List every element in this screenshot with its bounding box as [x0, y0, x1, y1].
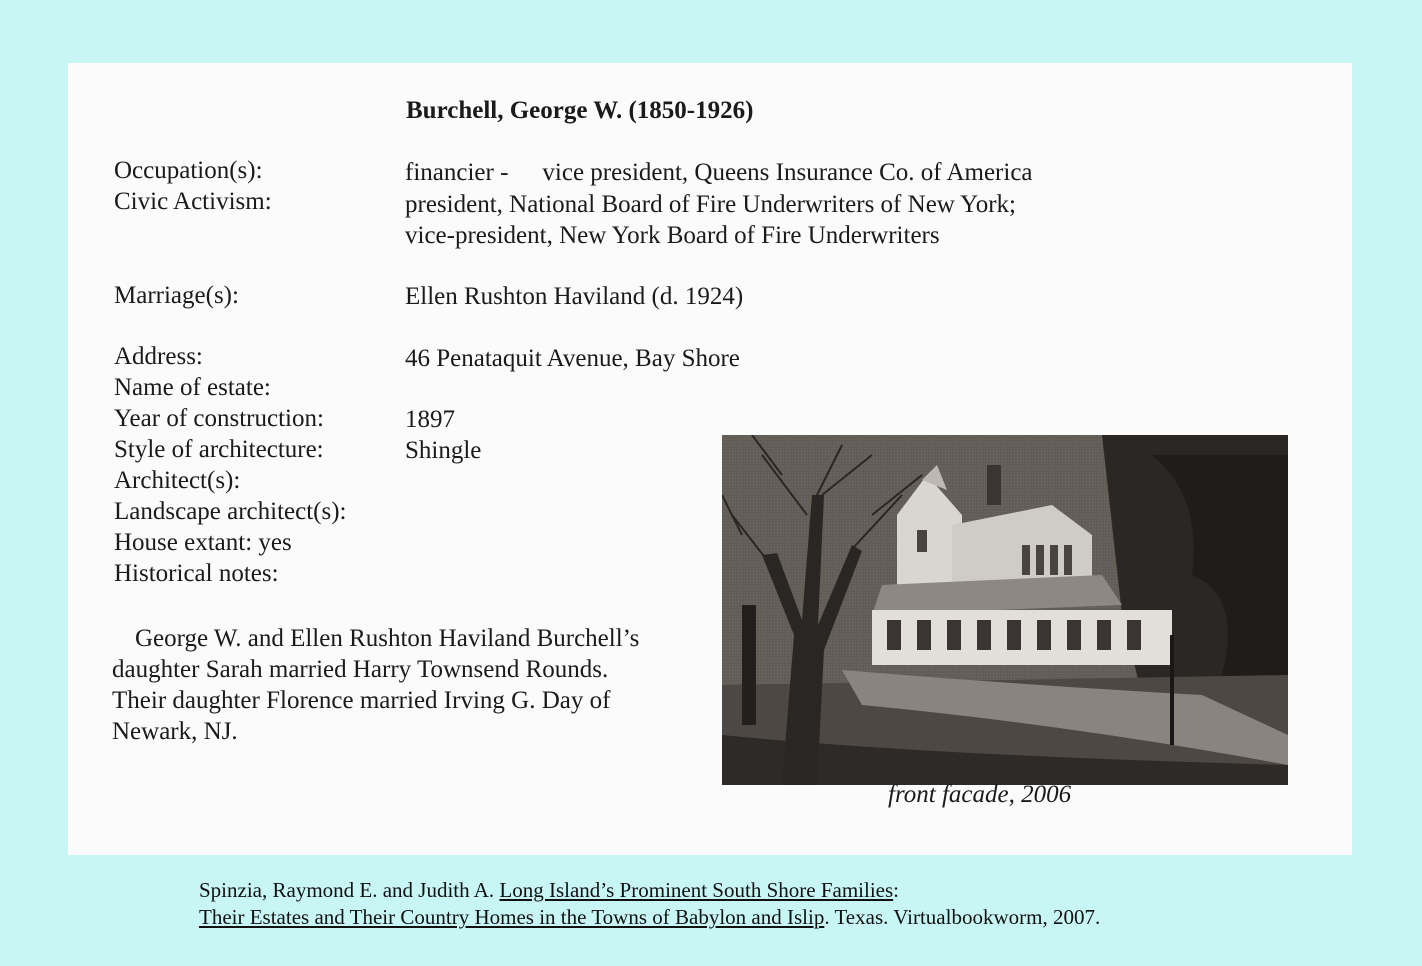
marriage-label: Marriage(s): — [114, 282, 239, 309]
page-title: Burchell, George W. (1850-1926) — [406, 97, 754, 124]
occupation-value-part2: vice president, Queens Insurance Co. of America — [542, 159, 1033, 186]
citation-colon: : — [893, 878, 899, 902]
citation-book-title-2: Their Estates and Their Country Homes in the Towns of Babylon and Islip — [199, 905, 825, 929]
citation — [199, 877, 1100, 931]
address-label: Address: — [114, 343, 203, 370]
civic-value-line1: president, National Board of Fire Underwriters of New York; — [405, 191, 1016, 218]
citation-book-title-1: Long Island’s Prominent South Shore Families — [499, 878, 894, 902]
notes-line: Their daughter Florence married Irving G. Day of — [112, 687, 611, 714]
photo-caption: front facade, 2006 — [888, 781, 1072, 808]
notes-label: Historical notes: — [114, 560, 279, 587]
civic-label: Civic Activism: — [114, 188, 272, 215]
civic-value-line2: vice-president, New York Board of Fire Underwriters — [405, 222, 940, 249]
citation-line-1 — [199, 877, 1100, 904]
house-illustration — [722, 435, 1288, 785]
occupation-value — [405, 159, 1033, 187]
document-page — [68, 63, 1352, 855]
style-value: Shingle — [405, 437, 482, 464]
citation-authors: Spinzia, Raymond E. and Judith A. — [199, 878, 500, 902]
marriage-value: Ellen Rushton Haviland (d. 1924) — [405, 283, 744, 310]
historical-notes — [112, 623, 702, 747]
notes-line: Newark, NJ. — [112, 718, 238, 745]
style-label: Style of architecture: — [114, 436, 324, 463]
architect-label: Architect(s): — [114, 467, 241, 494]
citation-line-2 — [199, 904, 1100, 931]
notes-line: George W. and Ellen Rushton Haviland Burchell’s — [135, 625, 640, 652]
occupation-value-part1: financier - — [405, 159, 509, 186]
address-value: 46 Penataquit Avenue, Bay Shore — [405, 345, 740, 372]
year-value: 1897 — [405, 406, 455, 433]
citation-publisher: . Texas. Virtualbookworm, 2007. — [824, 905, 1101, 929]
estate-label: Name of estate: — [114, 374, 271, 401]
notes-line: daughter Sarah married Harry Townsend Rounds. — [112, 656, 609, 683]
extant-label: House extant: yes — [114, 529, 292, 556]
occupation-label: Occupation(s): — [114, 157, 263, 184]
year-label: Year of construction: — [114, 405, 324, 432]
landscape-label: Landscape architect(s): — [114, 498, 347, 525]
house-photo — [722, 435, 1288, 785]
